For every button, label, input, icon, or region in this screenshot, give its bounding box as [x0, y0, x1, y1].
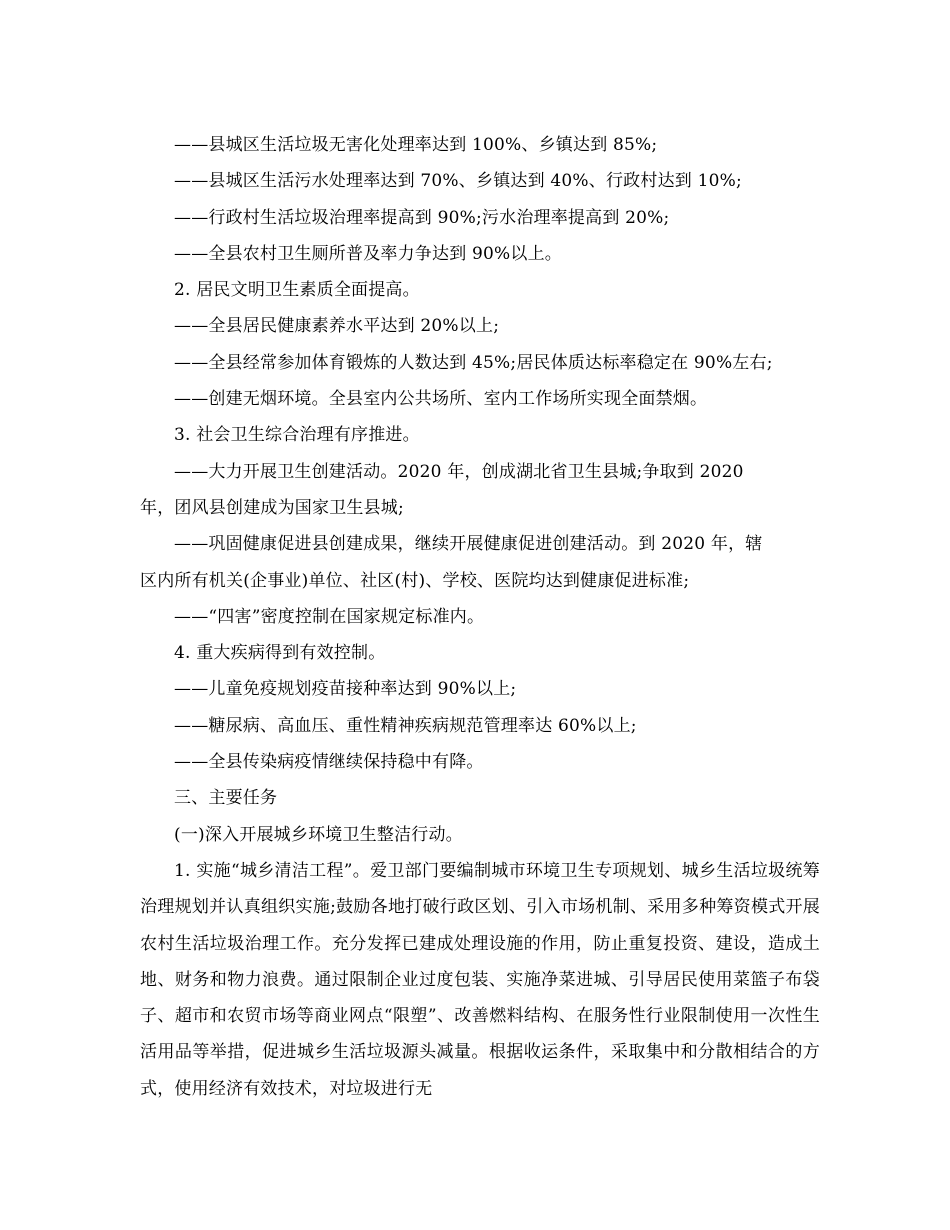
chapter-heading: 三、主要任务 — [174, 788, 278, 809]
section-heading: 4. 重大疾病得到有效控制。 — [174, 643, 386, 664]
text-line: ——行政村生活垃圾治理率提高到 90%;污水治理率提高到 20%; — [174, 207, 670, 228]
text-line-continuation: 区内所有机关(企事业)单位、社区(村)、学校、医院均达到健康促进标准; — [140, 570, 690, 591]
text-line: ——县城区生活污水处理率达到 70%、乡镇达到 40%、行政村达到 10%; — [174, 171, 742, 192]
section-heading: 2. 居民文明卫生素质全面提高。 — [174, 280, 420, 301]
text-line-continuation: 年，团风县创建成为国家卫生县城; — [140, 497, 404, 518]
document-body — [140, 127, 820, 1107]
text-line: ——全县农村卫生厕所普及率力争达到 90%以上。 — [174, 243, 562, 264]
text-line: ——全县经常参加体育锻炼的人数达到 45%;居民体质达标率稳定在 90%左右; — [174, 352, 773, 373]
text-line: ——全县传染病疫情继续保持稳中有降。 — [174, 752, 484, 773]
text-line: ——大力开展卫生创建活动。2020 年，创成湖北省卫生县城;争取到 2020 — [174, 461, 744, 482]
text-line: ——“四害”密度控制在国家规定标准内。 — [174, 606, 485, 627]
text-line: ——县城区生活垃圾无害化处理率达到 100%、乡镇达到 85%; — [174, 135, 658, 155]
body-paragraph: 1. 实施“城乡清洁工程”。爱卫部门要编制城市环境卫生专项规划、城乡生活垃圾统筹治理规划并认真组织实施;鼓励各地打破行政区划、引入市场机制、采用多种筹资模式开展农村生活垃圾治理工作。充分发挥已建成处理设施的作用，防止重复投资、建设，造成土地、财务和物力浪费。通过限制企业过度包装、实施净菜进城、引导居民使用菜篮子布袋子、超市和农贸市场等商业网点“限塑”、改善燃料结构、在服务性行业限制使用一次性生活用品等举措，促进城乡生活垃圾源头减量。根据收运条件，采取集中和分散相结合的方式，使用经济有效技术，对垃圾进行无 — [140, 860, 820, 1099]
section-heading: 3. 社会卫生综合治理有序推进。 — [174, 425, 420, 446]
text-line: ——儿童免疫规划疫苗接种率达到 90%以上; — [174, 679, 517, 700]
text-line: ——创建无烟环境。全县室内公共场所、室内工作场所实现全面禁烟。 — [174, 389, 708, 410]
subsection-heading: (一)深入开展城乡环境卫生整洁行动。 — [174, 824, 463, 845]
text-line: ——全县居民健康素养水平达到 20%以上; — [174, 316, 500, 337]
text-line: ——巩固健康促进县创建成果，继续开展健康促进创建活动。到 2020 年，辖 — [174, 534, 763, 555]
text-line: ——糖尿病、高血压、重性精神疾病规范管理率达 60%以上; — [174, 715, 637, 736]
